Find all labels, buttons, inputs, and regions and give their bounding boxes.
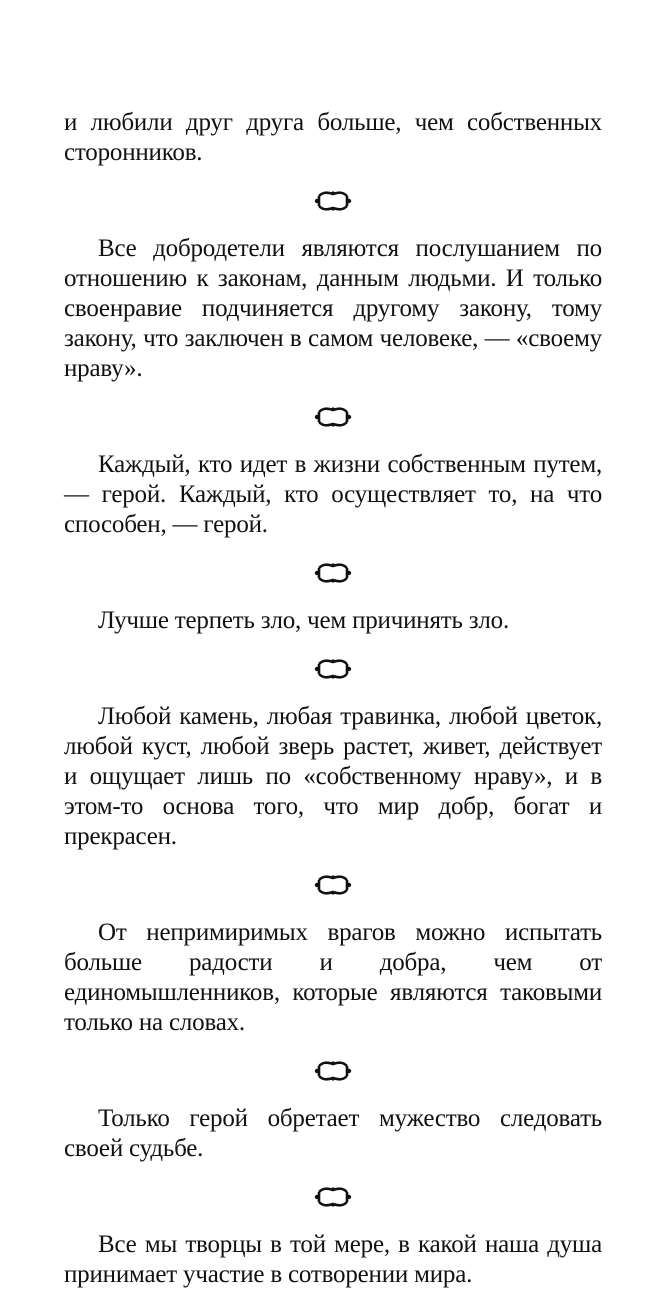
section-divider <box>64 852 602 918</box>
ornament-icon <box>313 874 353 896</box>
section-divider <box>64 636 602 702</box>
paragraph-2: Все добродетели являются послушанием по отношению к законам, данным людьми. И только своенравие подчиняется другому закону, тому закону, что заключен в самом человеке, — «своему нраву». <box>64 235 602 382</box>
ornament-icon <box>313 1060 353 1082</box>
ornament-icon <box>313 1186 353 1208</box>
ornament-icon <box>313 190 353 212</box>
paragraph-7: Только герой обретает мужество следовать своей судьбе. <box>64 1105 602 1162</box>
section-divider <box>64 168 602 234</box>
paragraph-4: Лучше терпеть зло, чем причинять зло. <box>98 607 510 634</box>
ornament-icon <box>313 658 353 680</box>
paragraph-5: Любой камень, любая травинка, любой цветок, любой куст, любой зверь растет, живет, действует и ощущает лишь по «собственному нраву», и в этом-то основа того, что мир добр, богат и прекрасен. <box>64 703 602 850</box>
paragraph-1: и любили друг друга больше, чем собственных сторонников. <box>64 109 602 166</box>
section-divider <box>64 540 602 606</box>
paragraph-3: Каждый, кто идет в жизни собственным путем, — герой. Каждый, кто осуществляет то, на что способен, — герой. <box>64 451 602 538</box>
section-divider <box>64 1038 602 1104</box>
ornament-icon <box>313 562 353 584</box>
paragraph-6: От непримиримых врагов можно испытать больше радости и добра, чем от единомышленников, которые являются таковыми только на словах. <box>64 919 602 1036</box>
section-divider <box>64 1164 602 1230</box>
section-divider <box>64 384 602 450</box>
paragraph-8: Все мы творцы в той мере, в какой наша душа принимает участие в сотворении мира. <box>64 1231 602 1288</box>
ornament-icon <box>313 406 353 428</box>
